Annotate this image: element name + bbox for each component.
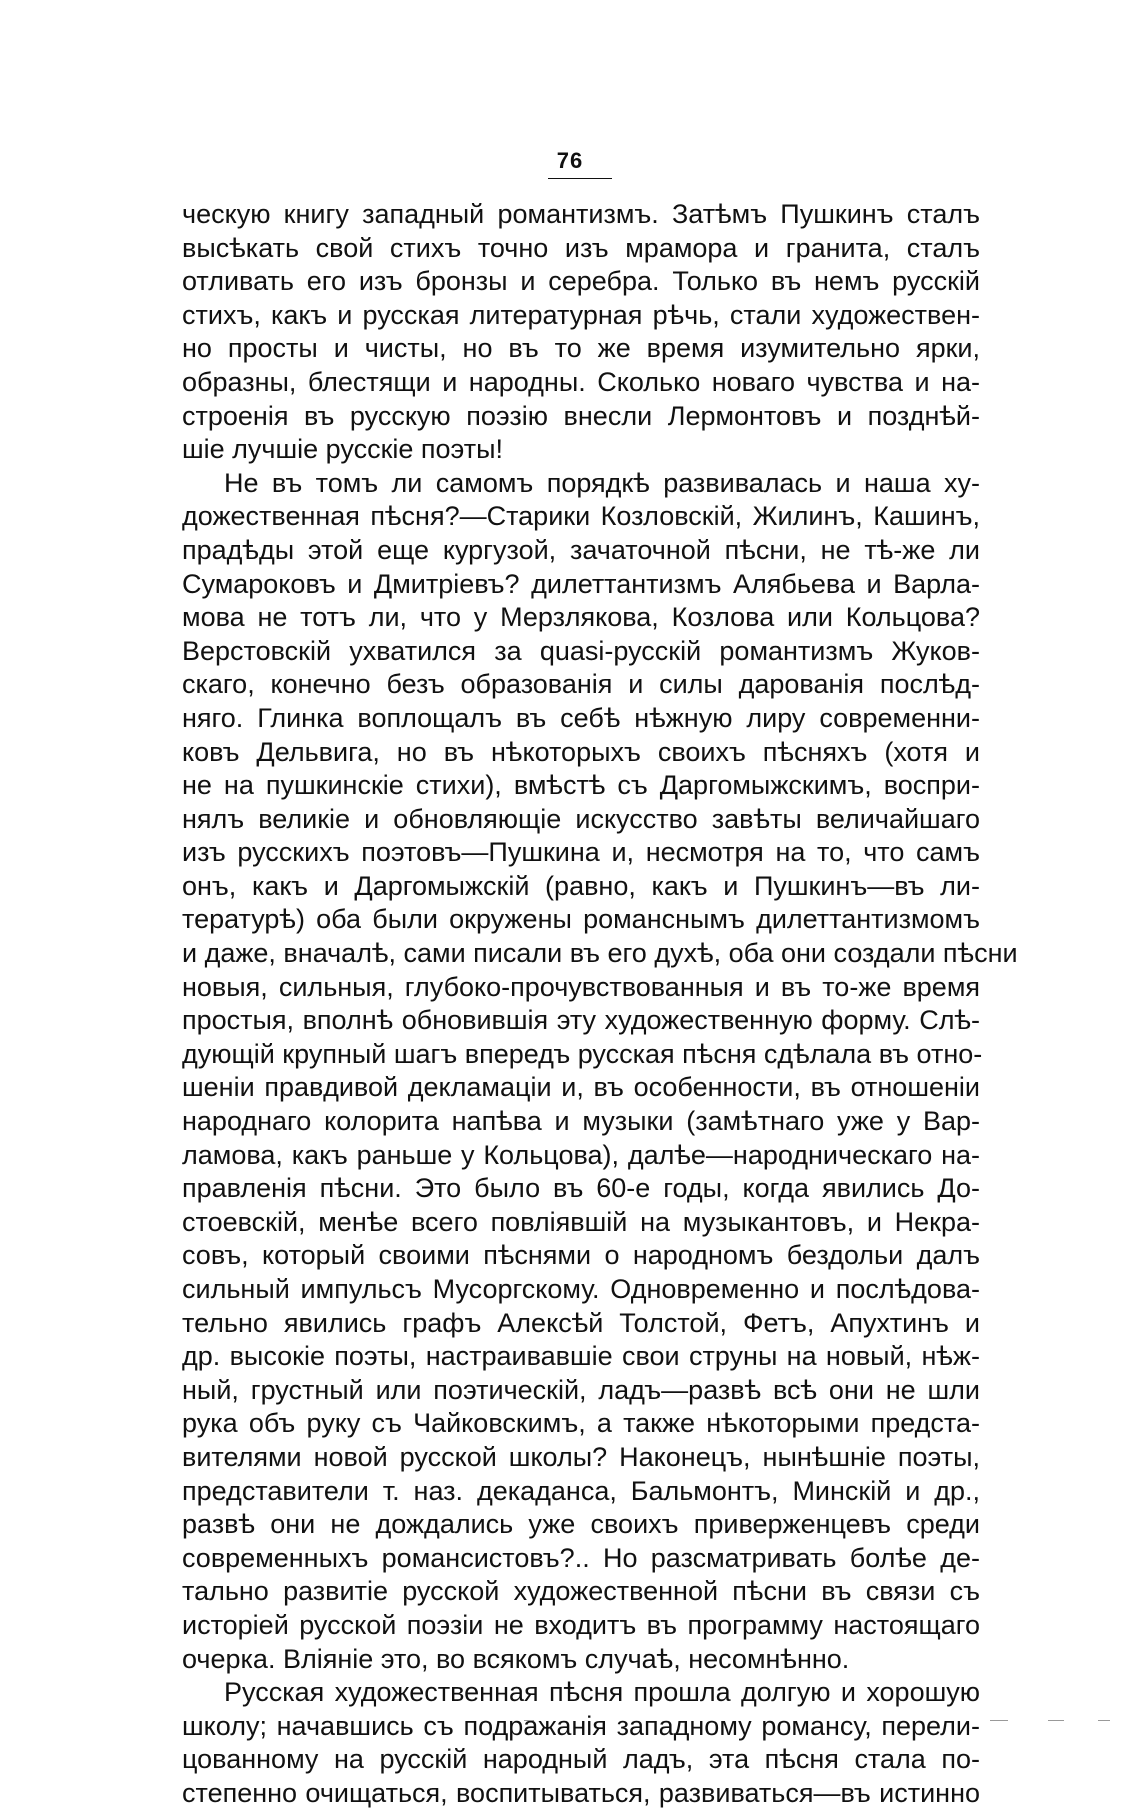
text-line: сильный импульсъ Мусоргскому. Одновременно и послѣдова- <box>182 1274 980 1304</box>
text-line: исторіей русской поэзіи не входитъ въ программу настоящаго <box>182 1609 980 1640</box>
text-line: вителями новой русской школы? Наконецъ, нынѣшніе поэты, <box>182 1441 980 1472</box>
text-line: онъ, какъ и Даргомыжскій (равно, какъ и Пушкинъ—въ ли- <box>182 870 980 901</box>
text-line: Верстовскій ухватился за quasi-русскій романтизмъ Жуков- <box>182 635 980 666</box>
scan-mark <box>990 1720 1008 1721</box>
page-number: 76 <box>556 148 584 173</box>
text-line: тально развитіе русской художественной пѣсни въ связи съ <box>182 1576 980 1607</box>
text-line: Не въ томъ ли самомъ порядкѣ развивалась и наша ху- <box>224 467 980 498</box>
text-line: шеніи правдивой декламаціи и, въ особенности, въ отношеніи <box>182 1072 980 1103</box>
text-line: мова не тотъ ли, что у Мерзлякова, Козлова или Кольцова? <box>182 602 980 633</box>
scan-mark <box>524 1720 534 1721</box>
text-line: дожественная пѣсня?—Старики Козловскій, Жилинъ, Кашинъ, <box>182 501 980 532</box>
text-line: др. высокіе поэты, настраивавшіе свои струны на новый, нѣж- <box>182 1341 980 1372</box>
text-line: прадѣды этой еще кургузой, зачаточной пѣсни, не тѣ-же ли <box>182 534 980 565</box>
text-line: образны, блестящи и народны. Сколько новаго чувства и на- <box>182 366 980 397</box>
text-line: и даже, вначалѣ, сами писали въ его духѣ, оба они создали пѣсни <box>182 938 1018 969</box>
text-line: школу; начавшись съ подражанія западному романсу, перели- <box>182 1710 980 1741</box>
text-line: народнаго колорита напѣва и музыки (замѣтнаго уже у Вар- <box>182 1106 980 1137</box>
text-line: скаго, конечно безъ образованія и силы дарованія послѣд- <box>182 669 980 700</box>
text-line: степенно очищаться, воспитываться, развиваться—въ истинно <box>182 1777 980 1808</box>
page-number-rule <box>548 178 612 179</box>
text-line: ковъ Дельвига, но въ нѣкоторыхъ своихъ пѣсняхъ (хотя и <box>182 736 980 767</box>
text-line: стоевскій, менѣе всего повліявшій на музыкантовъ, и Некра- <box>182 1206 980 1237</box>
text-line: современныхъ романсистовъ?.. Но разсматривать болѣе де- <box>182 1542 980 1573</box>
text-line: отливать его изъ бронзы и серебра. Только въ немъ русскій <box>182 266 980 297</box>
text-line: совъ, который своими пѣснями о народномъ бездольи далъ <box>182 1240 980 1271</box>
text-line: высѣкать свой стихъ точно изъ мрамора и гранита, сталъ <box>182 232 980 263</box>
text-line: простыя, вполнѣ обновившія эту художественную форму. Слѣ- <box>182 1005 980 1036</box>
text-line: шіе лучшіе русскіе поэты! <box>182 434 504 465</box>
text-line: рука объ руку съ Чайковскимъ, а также нѣкоторыми предста- <box>182 1408 980 1439</box>
text-line: стихъ, какъ и русская литературная рѣчь, стали художествен- <box>182 299 980 330</box>
text-line: цованному на русскій народный ладъ, эта пѣсня стала по- <box>182 1744 980 1775</box>
scan-mark <box>1098 1720 1110 1721</box>
scan-mark <box>1048 1720 1064 1721</box>
text-line: представители т. наз. декаданса, Бальмонтъ, Минскій и др., <box>182 1475 980 1506</box>
text-line: няго. Глинка воплощалъ въ себѣ нѣжную лиру современни- <box>182 702 980 733</box>
text-line: не на пушкинскіе стихи), вмѣстѣ съ Даргомыжскимъ, воспри- <box>182 770 980 801</box>
text-line: строенія въ русскую поэзію внесли Лермонтовъ и позднѣй- <box>182 400 980 431</box>
text-line: Сумароковъ и Дмитріевъ? дилеттантизмъ Алябьева и Варла- <box>182 568 980 599</box>
text-line: новыя, сильныя, глубоко-прочувствованныя и въ то-же время <box>182 971 980 1002</box>
text-line: правленія пѣсни. Это было въ 60-е годы, когда явились До- <box>182 1173 980 1204</box>
text-line: ческую книгу западный романтизмъ. Затѣмъ Пушкинъ сталъ <box>182 199 980 229</box>
text-line: Русская художественная пѣсня прошла долгую и хорошую <box>224 1677 980 1708</box>
text-line: тературѣ) оба были окружены романснымъ дилеттантизмомъ <box>182 904 980 935</box>
body-text <box>182 198 1018 1811</box>
text-line: изъ русскихъ поэтовъ—Пушкина и, несмотря на то, что самъ <box>182 837 980 868</box>
scan-edge-marks <box>0 1718 1140 1724</box>
text-line: развѣ они не дождались уже своихъ приверженцевъ среди <box>182 1509 980 1540</box>
text-line: ный, грустный или поэтическій, ладъ—развѣ всѣ они не шли <box>182 1374 980 1405</box>
text-line: очерка. Вліяніе это, во всякомъ случаѣ, несомнѣнно. <box>182 1643 850 1674</box>
text-line: нялъ великіе и обновляющіе искусство завѣты величайшаго <box>182 803 980 834</box>
text-line: тельно явились графъ Алексѣй Толстой, Фетъ, Апухтинъ и <box>182 1307 980 1338</box>
text-line: дующій крупный шагъ впередъ русская пѣсня сдѣлала въ отно- <box>182 1038 983 1069</box>
text-line: но просты и чисты, но въ то же время изумительно ярки, <box>182 333 980 364</box>
text-line: ламова, какъ раньше у Кольцова), далѣе—народническаго на- <box>182 1139 980 1170</box>
